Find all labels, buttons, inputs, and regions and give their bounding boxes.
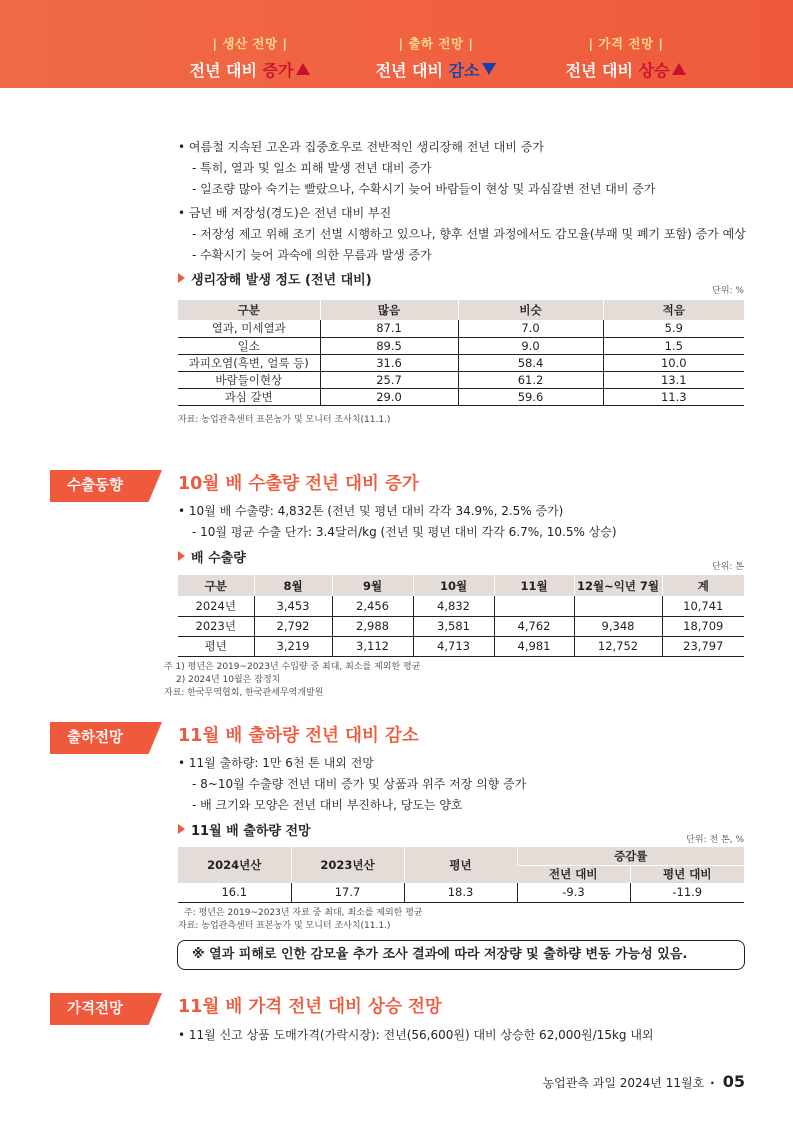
shipment-table bbox=[178, 847, 744, 903]
table-header: 8월 bbox=[254, 575, 332, 596]
table-header: 전년 대비 bbox=[517, 865, 630, 883]
price-title: 11월 배 가격 전년 대비 상승 전망 bbox=[178, 997, 442, 1017]
export-title: 10월 배 수출량 전년 대비 증가 bbox=[178, 474, 419, 494]
section-tag-shipment bbox=[50, 722, 162, 754]
banner-production-label: | 생산 전망 | bbox=[212, 36, 288, 51]
table-header: 비슷 bbox=[458, 300, 603, 320]
table-row: 평년 3,219 3,112 4,713 4,981 12,752 23,797 bbox=[178, 636, 744, 656]
section-tag-export-label: 수출동향 bbox=[66, 478, 124, 494]
production-line-3: - 일조량 많아 숙기는 빨랐으나, 수확시기 늦어 바람들이 현상 및 과심갈변 전년 대비 증가 bbox=[192, 182, 656, 196]
disorder-table bbox=[178, 300, 744, 406]
up-triangle-icon bbox=[296, 63, 310, 75]
production-line-2: - 특히, 열과 및 일소 피해 발생 전년 대비 증가 bbox=[192, 161, 432, 175]
production-line-6: - 수확시기 늦어 과숙에 의한 무름과 발생 증가 bbox=[192, 248, 432, 262]
banner-shipment-prefix: 전년 대비 bbox=[375, 61, 449, 80]
production-line-5: - 저장성 제고 위해 조기 선별 시행하고 있으나, 향후 선별 과정에서도 감모율(부패 및 폐기 포함) 증가 예상 bbox=[192, 227, 746, 241]
banner-shipment-trend: 감소 bbox=[448, 61, 480, 80]
production-line-1: • 여름철 지속된 고온과 집중호우로 전반적인 생리장해 전년 대비 증가 bbox=[178, 140, 544, 154]
price-line-1: • 11월 신고 상품 도매가격(가락시장): 전년(56,600원) 대비 상승한 62,000원/15kg 내외 bbox=[178, 1028, 654, 1042]
table-row: 과피오염(흑변, 얼룩 등) 31.6 58.4 10.0 bbox=[178, 354, 744, 371]
section-tag-price bbox=[50, 993, 162, 1025]
table-header: 적음 bbox=[603, 300, 744, 320]
table-header: 구분 bbox=[178, 575, 254, 596]
banner-price-prefix: 전년 대비 bbox=[565, 61, 639, 80]
banner-production-prefix: 전년 대비 bbox=[189, 61, 263, 80]
shipment-source: 자료: 농업관측센터 표본농가 및 모니터 조사치(11.1.) bbox=[178, 921, 391, 931]
banner-production bbox=[170, 34, 330, 81]
table-header: 증감률 bbox=[517, 847, 744, 865]
table-header: 계 bbox=[662, 575, 744, 596]
top-banner bbox=[0, 0, 793, 88]
table-header: 11월 bbox=[494, 575, 574, 596]
shipment-line-2: - 8~10월 수출량 전년 대비 증가 및 상품과 위주 저장 의향 증가 bbox=[192, 777, 527, 791]
production-line-4: • 금년 배 저장성(경도)은 전년 대비 부진 bbox=[178, 206, 392, 220]
export-source: 자료: 한국무역협회, 한국관세무역개발원 bbox=[164, 688, 324, 698]
table-row: 일소 89.5 9.0 1.5 bbox=[178, 337, 744, 354]
disorder-table-unit: 단위: % bbox=[712, 286, 744, 296]
export-table-title: 배 수출량 bbox=[178, 547, 246, 566]
banner-price-trend: 상승 bbox=[638, 61, 670, 80]
table-header: 2023년산 bbox=[291, 847, 404, 883]
shipment-callout: ※ 열과 피해로 인한 감모율 추가 조사 결과에 따라 저장량 및 출하량 변동 가능성 있음. bbox=[177, 940, 745, 970]
banner-price-label: | 가격 전망 | bbox=[588, 36, 664, 51]
table-row: 16.1 17.7 18.3 -9.3 -11.9 bbox=[178, 883, 744, 902]
export-line-1: • 10월 배 수출량: 4,832톤 (전년 및 평년 대비 각각 34.9%, 2.5% 증가) bbox=[178, 504, 564, 518]
footer-separator: · bbox=[710, 1076, 715, 1090]
export-line-2: - 10월 평균 수출 단가: 3.4달러/kg (전년 및 평년 대비 각각 6.7%, 10.5% 상승) bbox=[192, 525, 617, 539]
shipment-table-unit: 단위: 천 톤, % bbox=[686, 835, 744, 845]
section-tag-price-label: 가격전망 bbox=[66, 1001, 124, 1017]
banner-shipment bbox=[356, 34, 516, 81]
section-tag-shipment-label: 출하전망 bbox=[66, 730, 124, 746]
triangle-marker-icon bbox=[178, 824, 185, 834]
table-header: 평년 bbox=[404, 847, 517, 883]
triangle-marker-icon bbox=[178, 551, 185, 561]
banner-production-trend: 증가 bbox=[262, 61, 294, 80]
table-header: 많음 bbox=[320, 300, 458, 320]
banner-shipment-label: | 출하 전망 | bbox=[398, 36, 474, 51]
export-table bbox=[178, 575, 744, 657]
table-row: 과심 갈변 29.0 59.6 11.3 bbox=[178, 389, 744, 406]
table-header: 구분 bbox=[178, 300, 320, 320]
shipment-table-title: 11월 배 출하량 전망 bbox=[178, 820, 311, 839]
table-header: 12월~익년 7월 bbox=[574, 575, 662, 596]
table-header: 10월 bbox=[413, 575, 494, 596]
table-row: 2024년 3,453 2,456 4,832 10,741 bbox=[178, 596, 744, 616]
export-note-2: 2) 2024년 10월은 잠정치 bbox=[176, 675, 281, 685]
table-row: 2023년 2,792 2,988 3,581 4,762 9,348 18,709 bbox=[178, 616, 744, 636]
table-header: 9월 bbox=[332, 575, 413, 596]
shipment-title: 11월 배 출하량 전년 대비 감소 bbox=[178, 726, 419, 746]
export-note-1: 주 1) 평년은 2019~2023년 수입량 중 최대, 최소를 제외한 평균 bbox=[164, 662, 421, 672]
table-header: 2024년산 bbox=[178, 847, 291, 883]
table-row: 열과, 미세열과 87.1 7.0 5.9 bbox=[178, 320, 744, 337]
shipment-line-3: - 배 크기와 모양은 전년 대비 부진하나, 당도는 양호 bbox=[192, 798, 463, 812]
disorder-table-title: 생리장해 발생 정도 (전년 대비) bbox=[178, 269, 372, 288]
page-number: 05 bbox=[722, 1072, 745, 1091]
publication-name: 농업관측 과일 2024년 11월호 bbox=[542, 1076, 705, 1090]
table-row: 바람들이현상 25.7 61.2 13.1 bbox=[178, 372, 744, 389]
section-tag-export bbox=[50, 470, 162, 502]
disorder-table-source: 자료: 농업관측센터 표본농가 및 모니터 조사치(11.1.) bbox=[178, 415, 391, 425]
banner-price bbox=[546, 34, 706, 81]
shipment-note: 주: 평년은 2019~2023년 자료 중 최대, 최소를 제외한 평균 bbox=[184, 908, 423, 918]
table-header: 평년 대비 bbox=[630, 865, 744, 883]
page-footer bbox=[543, 1072, 745, 1091]
up-triangle-icon bbox=[672, 63, 686, 75]
export-table-unit: 단위: 톤 bbox=[712, 562, 744, 572]
shipment-line-1: • 11월 출하량: 1만 6천 톤 내외 전망 bbox=[178, 756, 374, 770]
triangle-marker-icon bbox=[178, 273, 185, 283]
down-triangle-icon bbox=[482, 63, 496, 75]
